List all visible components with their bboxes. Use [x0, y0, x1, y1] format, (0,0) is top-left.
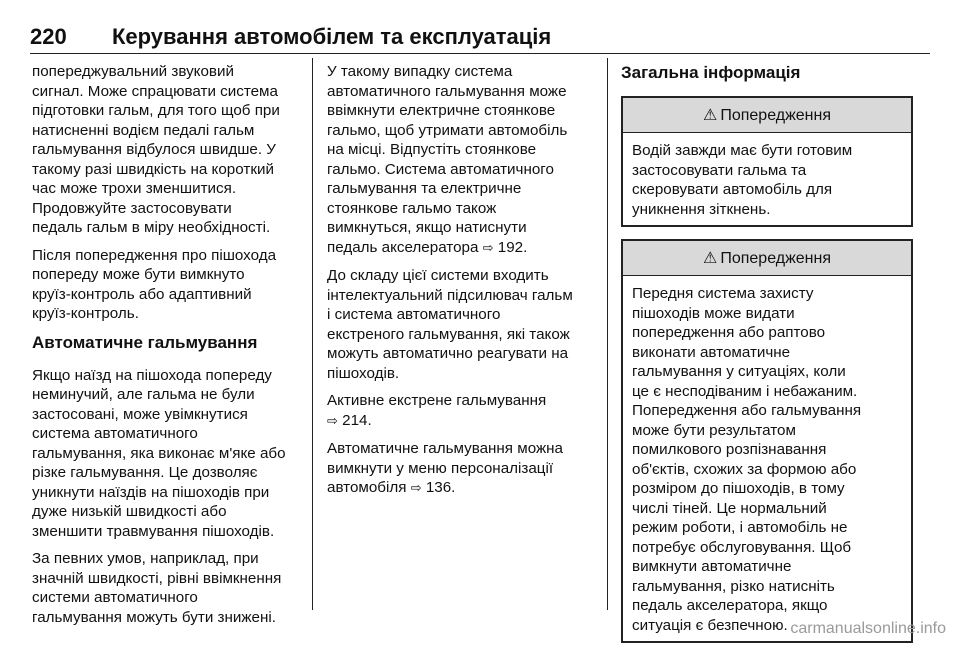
text-line: круїз-контроль.	[32, 305, 139, 322]
page-ref-192[interactable]: 192.	[493, 238, 528, 256]
text-line: помилкового розпізнавання	[632, 441, 827, 458]
column-divider-2	[607, 58, 608, 610]
text-line: неминучий, але гальма не були	[32, 386, 255, 403]
text-line: Водій завжди має бути готовим	[632, 142, 853, 159]
text-line: об'єктів, схожих за формою або	[632, 460, 857, 478]
text-line: підготовки гальм, для того щоб при	[32, 102, 280, 119]
text-line: гальмо, щоб утримати автомобіль	[327, 121, 568, 139]
text-line: попереду може бути вимкнуто	[32, 266, 245, 283]
text-line: гальмо. Система автоматичного	[327, 160, 554, 178]
text-line: пішоходів може видати	[632, 304, 795, 322]
warning-box-2-header	[623, 241, 911, 276]
text-line: і система автоматичного	[327, 306, 501, 323]
text-line: автоматичного гальмування може	[327, 82, 567, 100]
paragraph-system-components	[327, 266, 597, 383]
paragraph-last-line: педаль акселератора ⇨ 192.	[327, 238, 528, 256]
text-line: на місці. Відпустіть стоянкове	[327, 141, 537, 158]
page-ref-arrow-icon: ⇨	[410, 481, 422, 496]
page-number: 220	[30, 24, 67, 49]
text-line: гальмування можуть бути знижені.	[32, 608, 276, 626]
paragraph-braking-levels	[32, 549, 302, 627]
text-line: гальмування відбулося швидше. У	[32, 141, 276, 158]
text-line: уникнення зіткнень.	[632, 200, 771, 218]
text-line: ввімкнути електричне стоянкове	[327, 102, 556, 119]
text-line: значній швидкості, рівні ввімкнення	[32, 569, 282, 587]
text-line: попереджувальний звуковий	[32, 63, 234, 80]
text-line: Передня система захисту	[632, 285, 814, 302]
text-line: За певних умов, наприклад, при	[32, 550, 259, 567]
text-line: потребує обслуговування. Щоб	[632, 538, 852, 556]
text-line: педаль гальм в міру необхідності.	[32, 219, 271, 236]
page-ref-arrow-icon: ⇨	[327, 413, 338, 429]
paragraph-pedestrian-alert-braking	[32, 62, 302, 238]
text-line: розміром до пішоходів, в тому	[632, 480, 845, 497]
paragraph-parking-brake	[327, 62, 597, 258]
warning-2-text	[632, 284, 902, 635]
section-heading-automatic-braking: Автоматичне гальмування	[32, 332, 258, 352]
warning-box-2-body	[623, 276, 911, 641]
text-line: педаль акселератора, якщо	[632, 597, 828, 614]
column-divider-1	[312, 58, 313, 610]
warning-triangle-icon: ⚠	[702, 105, 718, 124]
text-line: сигнал. Може спрацювати система	[32, 82, 278, 100]
warning-title: Попередження	[720, 107, 832, 124]
text-line: екстреного гальмування, які також	[327, 325, 570, 343]
text-line: гальмування та електричне	[327, 180, 522, 197]
text-line: час може трохи зменшитися.	[32, 180, 237, 197]
text-line: гальмування, яка виконає м'яке або	[32, 444, 286, 462]
text-line: попередження або раптово	[632, 324, 826, 341]
page-ref-136[interactable]: 136.	[421, 479, 456, 496]
page-ref-214[interactable]: 214.	[337, 411, 372, 429]
text-line: скеровувати автомобіль для	[632, 181, 833, 198]
paragraph-automatic-braking	[32, 366, 302, 542]
text-line: застосовані, може увімкнутися	[32, 405, 248, 423]
text-line: гальмування у ситуаціях, коли	[632, 363, 846, 380]
paragraph-disable-braking: Автоматичне гальмування можна вимкнути у меню персоналізації автомобіля ⇨ 136.	[327, 439, 597, 499]
text-line: натисненні водієм педалі гальм	[32, 121, 255, 139]
text-line: Попередження або гальмування	[632, 402, 862, 419]
page-header	[30, 24, 930, 54]
text-line: зменшити травмування пішоходів.	[32, 522, 275, 540]
text-line: режим роботи, і автомобіль не	[632, 519, 848, 536]
text-line: Продовжуйте застосовувати	[32, 199, 232, 217]
text-line: До складу цієї системи входить	[327, 267, 549, 284]
warning-box-1	[621, 96, 913, 227]
text-line: числі тіней. Це нормальний	[632, 499, 827, 517]
warning-1-text	[632, 141, 902, 219]
text-line: виконати автоматичне	[632, 343, 791, 361]
text-line: вимкнути у меню персоналізації	[327, 459, 554, 477]
text-line: ситуація є безпечною.	[632, 616, 788, 634]
text-line: система автоматичного	[32, 425, 198, 442]
section-heading-general-info: Загальна інформація	[621, 63, 801, 82]
warning-box-2	[621, 239, 913, 643]
header-divider	[30, 53, 930, 54]
column-2	[327, 62, 597, 507]
warning-title: Попередження	[720, 250, 832, 267]
text-line: вимкнути автоматичне	[632, 558, 792, 575]
text-line: вимкнуться, якщо натиснути	[327, 219, 527, 236]
text-line: застосовувати гальма та	[632, 161, 807, 179]
disable-braking-lines	[327, 439, 597, 478]
text-line: пішоходів.	[327, 364, 400, 382]
text-line: У такому випадку система	[327, 63, 513, 80]
text-line: гальмування, різко натисніть	[632, 577, 835, 595]
paragraph-cruise-control	[32, 246, 302, 324]
paragraph-active-emergency-braking: Активне екстрене гальмування ⇨ 214.	[327, 392, 547, 429]
page-ref-arrow-icon: ⇨	[482, 240, 494, 256]
text-line: може бути результатом	[632, 421, 796, 439]
text-line: Автоматичне гальмування можна	[327, 440, 563, 457]
column-1	[32, 62, 302, 635]
text-line: різке гальмування. Це дозволяє	[32, 464, 258, 481]
text-line: це є несподіваним і небажаним.	[632, 382, 858, 400]
page-title: Керування автомобілем та експлуатація	[112, 24, 552, 49]
text-line: інтелектуальний підсилювач гальм	[327, 286, 573, 304]
text-line: Після попередження про пішохода	[32, 246, 277, 264]
warning-triangle-icon: ⚠	[702, 248, 718, 267]
text-line: дуже низькій швидкості або	[32, 503, 227, 520]
text-line: круїз-контроль або адаптивний	[32, 285, 252, 303]
text-line: системи автоматичного	[32, 589, 198, 606]
warning-box-1-body	[623, 133, 911, 225]
text-line: можуть автоматично реагувати на	[327, 345, 569, 362]
text-line: стоянкове гальмо також	[327, 199, 497, 217]
text-line: уникнути наїздів на пішоходів при	[32, 483, 270, 501]
parking-brake-lines	[327, 62, 597, 238]
text-line: Якщо наїзд на пішохода попереду	[32, 366, 272, 384]
column-3	[621, 62, 913, 655]
warning-box-1-header	[623, 98, 911, 133]
watermark: carmanualsonline.info	[790, 620, 946, 637]
text-line: такому разі швидкість на короткий	[32, 160, 274, 178]
